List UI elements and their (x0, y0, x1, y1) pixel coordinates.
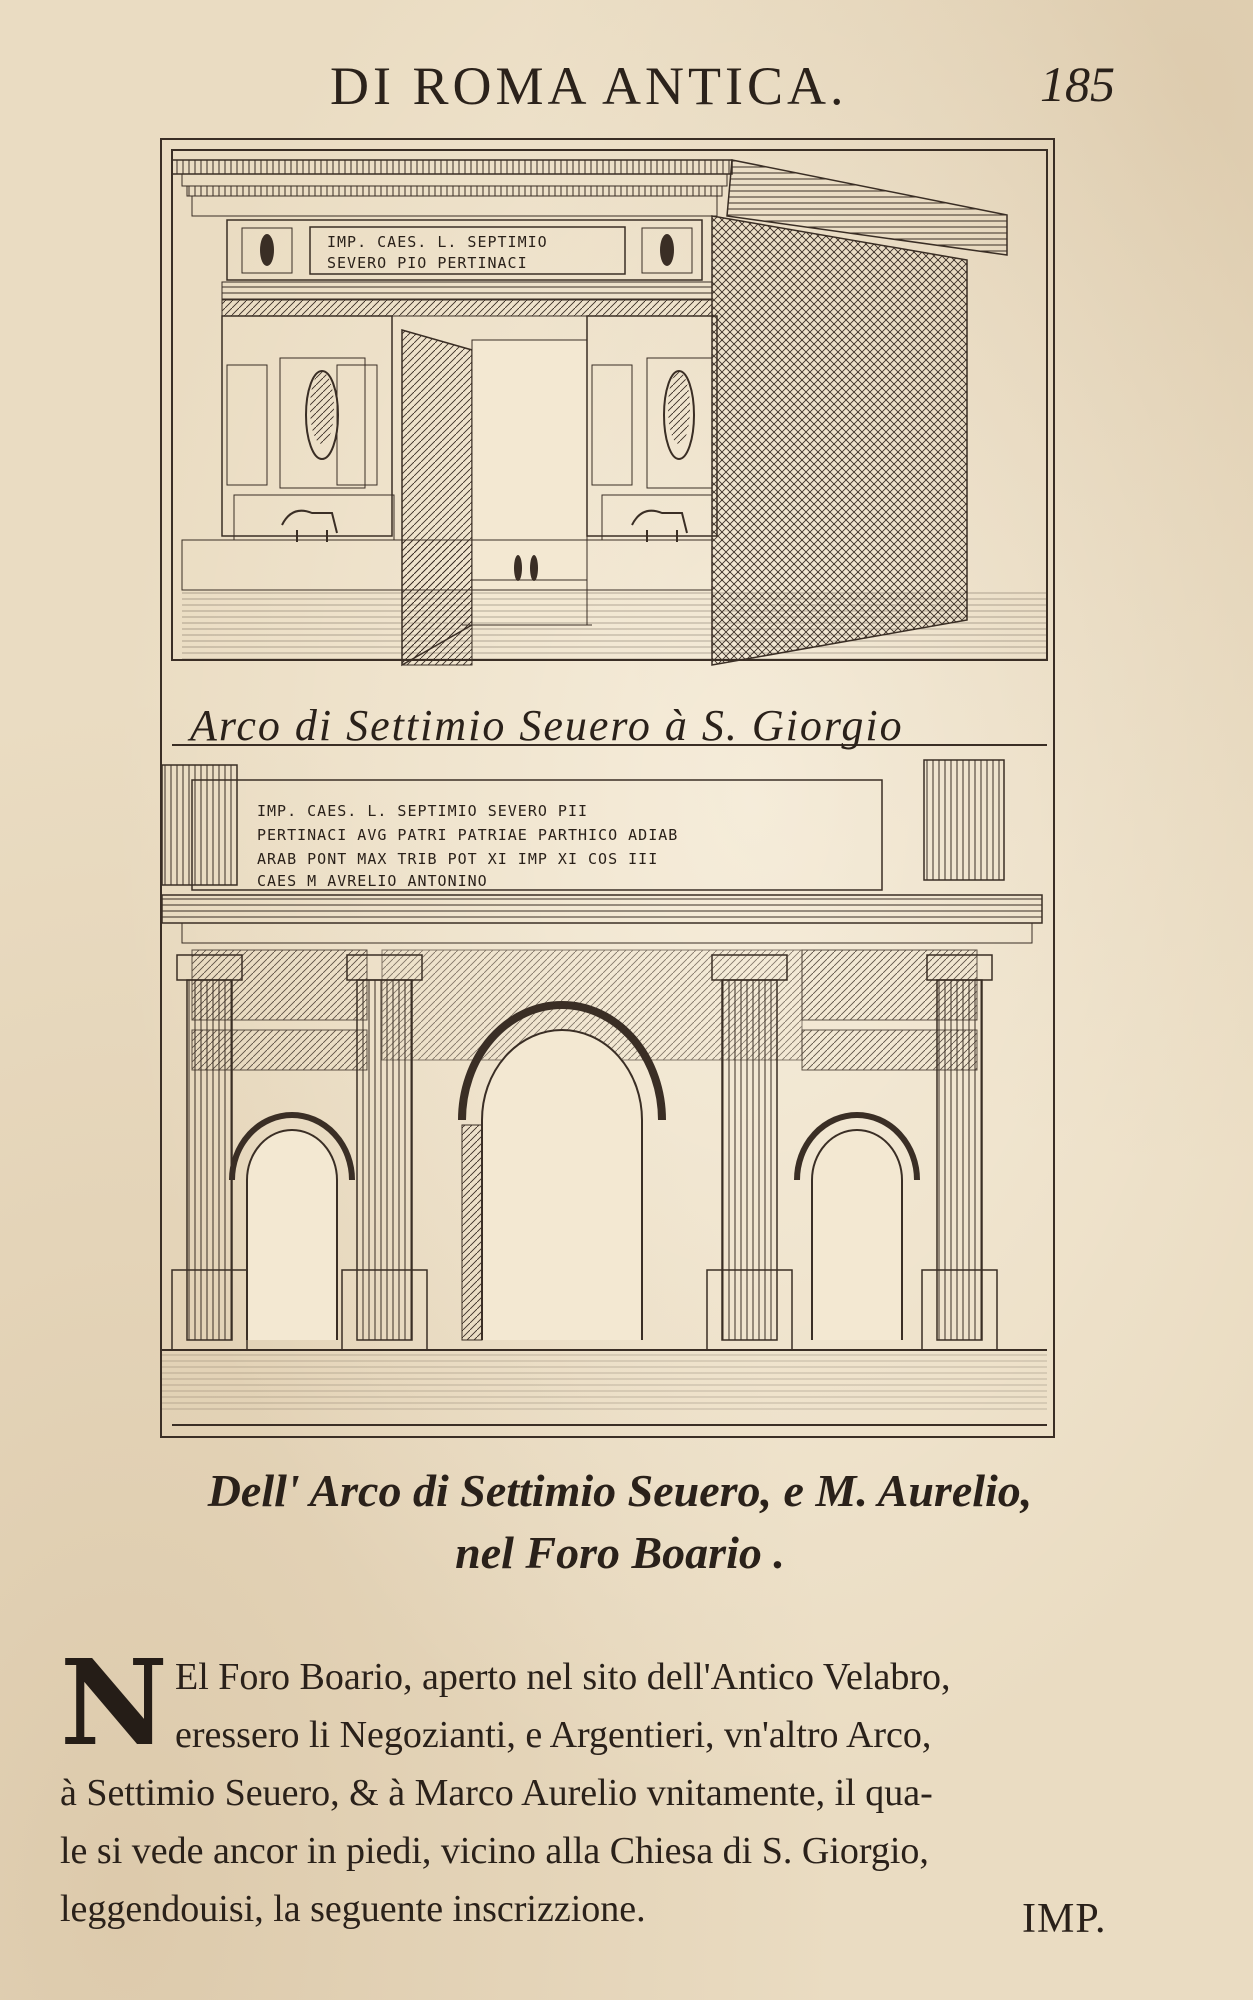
bottom-inscription-line-4: CAES M AVRELIO ANTONINO (257, 872, 488, 890)
top-plate-caption: Arco di Settimio Seuero à S. Giorgio (190, 701, 904, 750)
running-title: DI ROMA ANTICA. (330, 56, 848, 116)
body-line-3: à Settimio Seuero, & à Marco Aurelio vnitamente, il qua- (60, 1772, 933, 1814)
page-header (0, 55, 1253, 125)
bottom-inscription-line-2: PERTINACI AVG PATRI PATRIAE PARTHICO ADIAB (257, 826, 679, 844)
drop-capital: N (60, 1633, 168, 1772)
bottom-arch-drawing (162, 745, 1047, 1425)
figure-caption-line-1: Dell' Arco di Settimio Seuero, e M. Aurelio, (207, 1465, 1033, 1516)
figure-caption-line-2: nel Foro Boario . (455, 1527, 785, 1578)
top-arch-drawing (172, 150, 1047, 665)
engraving-plate (160, 138, 1055, 1438)
top-inscription-line-1: IMP. CAES. L. SEPTIMIO (327, 233, 548, 251)
body-line-2: eressero li Negozianti, e Argentieri, vn'altro Arco, (175, 1714, 932, 1756)
catchword: IMP. (1022, 1896, 1107, 1942)
figure-caption (120, 1460, 1120, 1584)
bottom-inscription-line-3: ARAB PONT MAX TRIB POT XI IMP XI COS III (257, 850, 659, 868)
engraving-illustration (162, 140, 1057, 1440)
top-inscription-line-2: SEVERO PIO PERTINACI (327, 254, 528, 272)
body-line-4: le si vede ancor in piedi, vicino alla Chiesa di S. Giorgio, (60, 1830, 929, 1872)
bottom-inscription-line-1: IMP. CAES. L. SEPTIMIO SEVERO PII (257, 802, 589, 820)
body-line-1: El Foro Boario, aperto nel sito dell'Antico Velabro, (175, 1656, 951, 1698)
body-line-5: leggendouisi, la seguente inscrizzione. (60, 1888, 646, 1930)
page-number: 185 (1040, 56, 1115, 112)
